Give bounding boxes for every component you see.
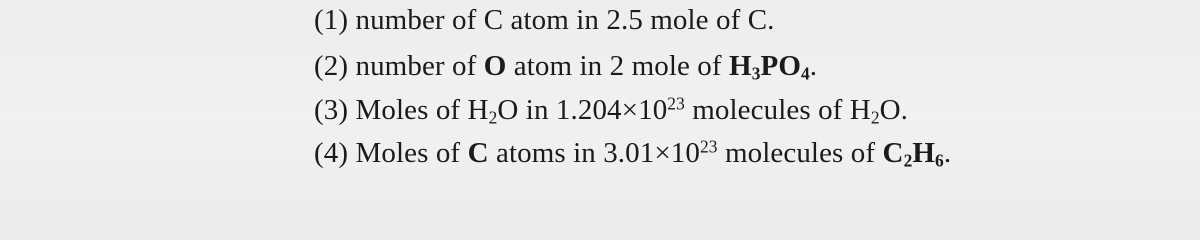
- question-3-number: (3): [314, 94, 349, 126]
- question-2-end: .: [809, 50, 818, 82]
- question-4-text-b: atoms in 3.01×10: [495, 137, 701, 169]
- formula-po: PO: [760, 50, 801, 82]
- question-3-text-c: molecules of H: [692, 94, 871, 126]
- question-2-text-a: number of: [355, 50, 477, 82]
- formula-h: H: [912, 137, 936, 169]
- question-2-formula: [729, 50, 810, 82]
- question-4-exponent: 23: [700, 136, 718, 157]
- question-2-text-b: atom in 2 mole of: [513, 50, 722, 82]
- question-2-number: (2): [314, 50, 349, 82]
- formula-h-subscript: 6: [935, 150, 944, 171]
- question-1-text: number of C atom in 2.5 mole of C.: [355, 4, 775, 36]
- question-4-text-c: molecules of: [724, 137, 876, 169]
- question-3-subscript-1: 2: [488, 107, 498, 128]
- formula-h-subscript: 3: [751, 63, 761, 84]
- question-4-end: .: [943, 137, 952, 169]
- question-2-bold-atom: O: [483, 50, 507, 82]
- question-4-bold-atom: C: [467, 137, 489, 169]
- question-3: [314, 93, 908, 127]
- formula-po-subscript: 4: [800, 63, 810, 84]
- question-3-subscript-2: 2: [870, 107, 880, 128]
- question-1-number: (1): [314, 4, 349, 36]
- formula-c: C: [882, 137, 904, 169]
- formula-c-subscript: 2: [903, 150, 913, 171]
- question-4-formula: [883, 137, 944, 169]
- question-3-exponent: 23: [667, 93, 685, 114]
- question-1: [314, 3, 775, 37]
- question-4-number: (4): [314, 137, 349, 169]
- question-3-text-d: O.: [879, 94, 909, 126]
- question-4: [314, 136, 951, 170]
- question-3-text-a: Moles of H: [355, 94, 489, 126]
- question-3-text-b: O in 1.204×10: [497, 94, 668, 126]
- question-2: [314, 49, 817, 83]
- formula-h: H: [729, 50, 752, 82]
- question-4-text-a: Moles of: [355, 137, 461, 169]
